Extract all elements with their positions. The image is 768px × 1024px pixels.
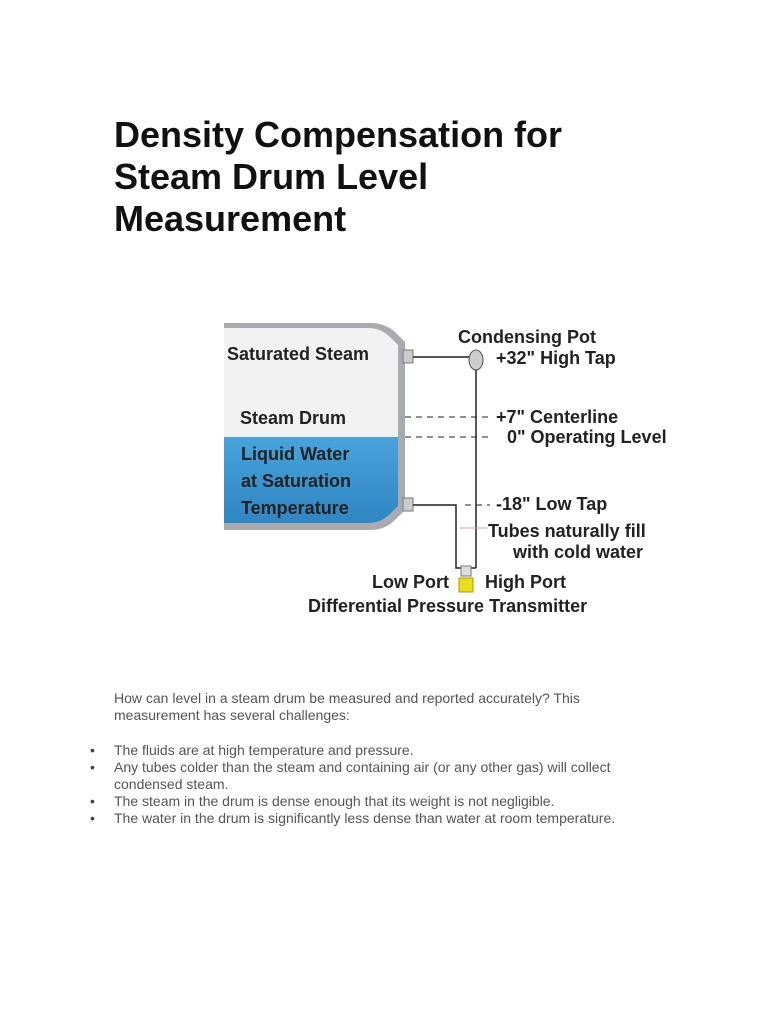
label-condensing-pot: Condensing Pot [458, 327, 596, 347]
label-liquid-water: Temperature [241, 498, 349, 518]
intro-paragraph: How can level in a steam drum be measured and reported accurately? This measurement has several challenges: [114, 690, 580, 723]
title-line: Measurement [114, 198, 347, 239]
title-line: Density Compensation for [114, 114, 563, 155]
list-item: • The steam in the drum is dense enough that its weight is not negligible. [114, 793, 654, 810]
label-low-tap: -18" Low Tap [496, 494, 608, 514]
label-saturated-steam: Saturated Steam [227, 344, 370, 364]
label-operating-level: 0" Operating Level [507, 427, 667, 447]
high-tap-nozzle [403, 350, 413, 363]
label-centerline: +7" Centerline [496, 407, 619, 427]
label-liquid-water: at Saturation [241, 471, 352, 491]
list-item: • The fluids are at high temperature and pressure. [114, 742, 654, 759]
label-high-tap: +32" High Tap [496, 348, 616, 368]
label-tubes-fill: with cold water [513, 542, 644, 562]
condensing-pot [469, 350, 483, 370]
low-tap-nozzle [403, 498, 413, 511]
label-low-port: Low Port [372, 572, 449, 592]
title-line: Steam Drum Level [114, 156, 429, 197]
transmitter-icon [459, 566, 473, 592]
label-liquid-water: Liquid Water [241, 444, 350, 464]
label-tubes-fill: Tubes naturally fill [488, 521, 646, 541]
list-item: • The water in the drum is significantly less dense than water at room temperature. [114, 810, 654, 827]
label-high-port: High Port [485, 572, 566, 592]
challenges-list [114, 742, 654, 827]
label-steam-drum: Steam Drum [240, 408, 347, 428]
label-transmitter: Differential Pressure Transmitter [308, 596, 588, 616]
list-item: • Any tubes colder than the steam and containing air (or any other gas) will collect condensed steam. [114, 759, 654, 793]
